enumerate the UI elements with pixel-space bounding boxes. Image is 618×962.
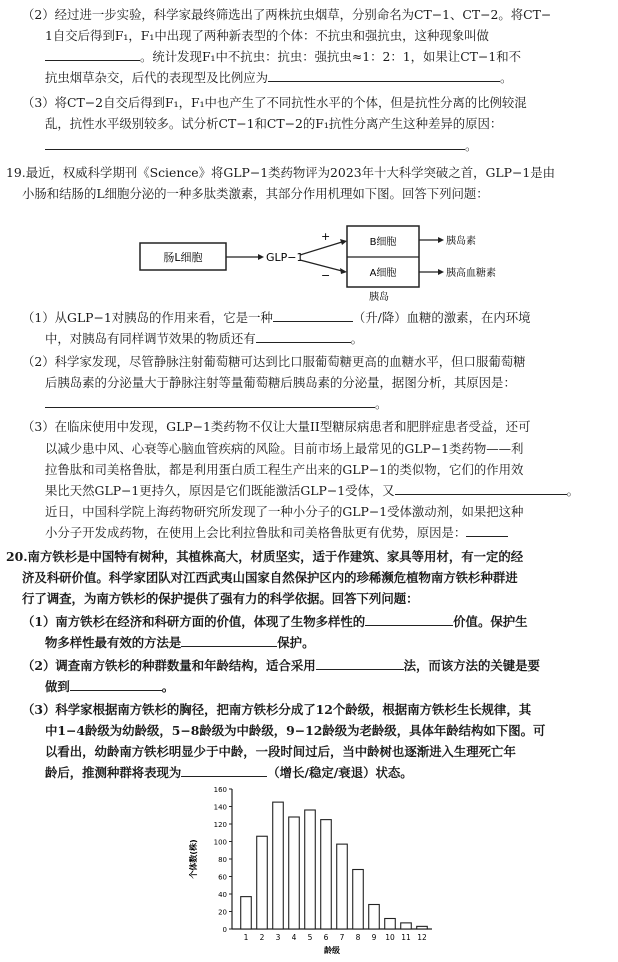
y-tick-label: 120 xyxy=(213,821,227,829)
bar xyxy=(257,836,268,929)
q19-p2-line3: 。 xyxy=(45,395,387,412)
q20-stem-line1: 20.南方铁杉是中国特有树种，其植株高大，材质坚实，适于作建筑、家具等用材，有一定的经 xyxy=(6,549,524,564)
bar xyxy=(289,817,300,929)
glp1-mechanism-diagram xyxy=(0,0,618,310)
q20-p3-line2: 中1−4龄级为幼龄级，5−8龄级为中龄级，9−12龄级为老龄级，具体年龄结构如下图。可 xyxy=(45,723,546,738)
q19-p3-line2: 以减少患中风、心衰等心脑血管疾病的风险。目前市场上最常见的GLP−1类药物——利 xyxy=(45,441,524,456)
answer-blank[interactable] xyxy=(45,396,375,408)
answer-blank[interactable] xyxy=(466,525,508,537)
x-tick-label: 6 xyxy=(323,933,329,942)
stimulate-sign: + xyxy=(321,230,331,243)
q19-p2-line1: （2）科学家发现，尽管静脉注射葡萄糖可达到比口服葡萄糖更高的血糖水平，但口服葡萄糖 xyxy=(22,354,526,369)
x-tick-label: 2 xyxy=(259,933,265,942)
y-tick-label: 0 xyxy=(222,926,227,934)
q18-p2-line2: 1自交后得到F₁，F₁中出现了两种新表型的个体：不抗虫和强抗虫，这种现象叫做 xyxy=(45,28,489,43)
arrow-head xyxy=(258,254,264,260)
answer-blank[interactable] xyxy=(365,614,453,626)
insulin-label: 胰岛素 xyxy=(446,236,476,247)
q18-p3-line2: 乱，抗性水平级别较多。试分析CT−1和CT−2的F₁抗性分离产生这种差异的原因： xyxy=(45,116,503,131)
x-tick-label: 11 xyxy=(401,933,411,942)
bar xyxy=(337,844,348,929)
y-tick-label: 60 xyxy=(218,873,227,882)
bar xyxy=(385,919,396,930)
x-tick-label: 12 xyxy=(417,933,427,942)
q19-p3-line4: 果比天然GLP−1更持久，原因是它们既能激活GLP−1受体，又 。 xyxy=(45,483,580,498)
y-axis-label: 个体数(株) xyxy=(189,839,198,879)
age-structure-chart xyxy=(180,784,450,960)
glucagon-label: 胰高血糖素 xyxy=(446,268,496,279)
x-tick-label: 9 xyxy=(371,933,377,942)
y-tick-label: 100 xyxy=(213,838,227,847)
arrow-to-b-cell xyxy=(300,242,342,255)
glp1-label: GLP−1 xyxy=(266,251,304,264)
q19-p3-line6: 小分子开发成药物，在使用上会比利拉鲁肽和司美格鲁肽更有优势，原因是： xyxy=(45,524,508,541)
bar xyxy=(417,926,428,929)
q20-p3-line1: （3）科学家根据南方铁杉的胸径，把南方铁杉分成了12个龄级，根据南方铁杉生长规律，其 xyxy=(22,702,532,717)
answer-blank[interactable] xyxy=(316,658,404,670)
pancreas-label: 胰岛 xyxy=(369,292,389,303)
y-tick-label: 40 xyxy=(218,891,227,899)
x-tick-label: 1 xyxy=(243,933,249,942)
x-tick-label: 10 xyxy=(385,933,395,942)
bar xyxy=(321,820,332,929)
answer-blank[interactable] xyxy=(181,635,277,647)
answer-blank[interactable] xyxy=(256,331,351,343)
answer-blank[interactable] xyxy=(181,765,267,777)
bar xyxy=(305,810,316,929)
q20-p2-line2: 做到 。 xyxy=(45,679,175,694)
q20-stem-line2: 济及科研价值。科学家团队对江西武夷山国家自然保护区内的珍稀濒危植物南方铁杉种群进 xyxy=(22,570,518,585)
inhibit-sign: − xyxy=(321,269,331,282)
y-tick-label: 160 xyxy=(213,786,227,794)
arrow-head xyxy=(438,237,444,243)
q20-p1-line2: 物多样性最有效的方法是 保护。 xyxy=(45,635,315,650)
l-cell-label: 肠L细胞 xyxy=(163,251,203,264)
y-tick-label: 20 xyxy=(218,908,227,917)
q18-p2-line1: （2）经过进一步实验，科学家最终筛选出了两株抗虫烟草，分别命名为CT−1、CT−2。将CT− xyxy=(22,7,552,22)
bar xyxy=(401,923,412,929)
q20-p2-line1: （2）调查南方铁杉的种群数量和年龄结构，适合采用 法，而该方法的关键是要 xyxy=(22,658,540,673)
q19-p1-line1: （1）从GLP−1对胰岛的作用来看，它是一种 （升/降）血糖的激素，在内环境 xyxy=(22,310,531,325)
answer-blank[interactable] xyxy=(70,679,162,691)
q20-stem-line3: 行了调查，为南方铁杉的保护提供了强有力的科学依据。回答下列问题： xyxy=(22,591,419,606)
a-cell-label: A细胞 xyxy=(369,268,397,279)
arrow-head xyxy=(340,268,347,274)
arrow-head xyxy=(340,239,347,245)
y-tick-label: 80 xyxy=(218,856,227,864)
q20-p1-line1: （1）南方铁杉在经济和科研方面的价值，体现了生物多样性的 价值。保护生 xyxy=(22,614,528,629)
arrow-head xyxy=(438,269,444,275)
bar xyxy=(369,905,380,930)
q20-p3-line4: 龄后，推测种群将表现为 （增长/稳定/衰退）状态。 xyxy=(45,765,413,780)
bar xyxy=(241,897,252,929)
q19-stem-line1: 19.最近，权威科学期刊《Science》将GLP−1类药物评为2023年十大科学突破之首，GLP−1是由 xyxy=(6,165,555,180)
answer-blank[interactable] xyxy=(273,310,353,322)
x-axis-label: 龄级 xyxy=(324,946,340,955)
q19-stem-line2: 小肠和结肠的L细胞分泌的一种多肽类激素，其部分作用机理如下图。回答下列问题： xyxy=(22,186,489,201)
x-tick-label: 4 xyxy=(291,933,297,942)
q18-p2-line4: 抗虫烟草杂交，后代的表现型及比例应为 。 xyxy=(45,70,513,85)
answer-blank[interactable] xyxy=(395,483,567,495)
bar xyxy=(353,870,364,930)
q18-p2-line3: 。统计发现F₁中不抗虫：抗虫：强抗虫≈1：2：1，如果让CT−1和不 xyxy=(45,48,521,65)
b-cell-label: B细胞 xyxy=(369,237,397,248)
x-tick-label: 5 xyxy=(307,933,313,942)
q19-p1-line2: 中，对胰岛有同样调节效果的物质还有 。 xyxy=(45,331,364,346)
x-tick-label: 7 xyxy=(339,933,345,942)
q20-p3-line3: 以看出，幼龄南方铁杉明显少于中龄，一段时间过后，当中龄树也逐渐进入生理死亡年 xyxy=(45,744,516,759)
q19-p3-line3: 拉鲁肽和司美格鲁肽，都是利用蛋白质工程生产出来的GLP−1的类似物，它们的作用效 xyxy=(45,462,524,477)
q19-p3-line5: 近日，中国科学院上海药物研究所发现了一种小分子的GLP−1受体激动剂，如果把这种 xyxy=(45,504,524,519)
q19-p2-line2: 后胰岛素的分泌量大于静脉注射等量葡萄糖后胰岛素的分泌量，据图分析，其原因是： xyxy=(45,375,516,390)
x-tick-label: 3 xyxy=(275,933,281,942)
x-tick-label: 8 xyxy=(355,933,361,942)
q18-p3-line1: （3）将CT−2自交后得到F₁，F₁中也产生了不同抗性水平的个体，但是抗性分离的比例较混 xyxy=(22,95,527,110)
q18-p3-line3: 。 xyxy=(45,137,477,154)
y-tick-label: 140 xyxy=(213,803,227,812)
q19-p3-line1: （3）在临床使用中发现，GLP−1类药物不仅让大量II型糖尿病患者和肥胖症患者受益，还可 xyxy=(22,419,531,434)
bar xyxy=(273,802,284,929)
